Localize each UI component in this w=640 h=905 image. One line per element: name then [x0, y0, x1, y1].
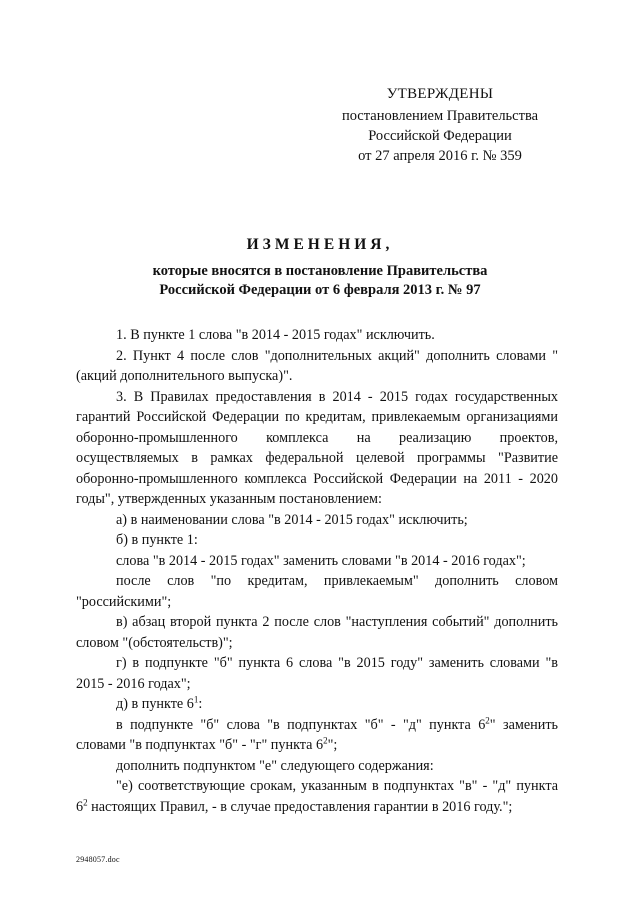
paragraph-4: а) в наименовании слова "в 2014 - 2015 годах" исключить;	[116, 511, 468, 528]
paragraph-3: 3. В Правилах предоставления в 2014 - 2015 годах государственных гарантий Российской Федерации по кредитам, привлекаемым организациями оборонно-промышленного комплекса на реализацию проектов, осуществляемых в рамках федеральной целевой программы "Развитие оборонно-промышленного комплекса Российской Федерации на 2011 - 2020 годы", утвержденных указанным постановлением:	[76, 388, 558, 507]
document-body	[76, 325, 558, 817]
paragraph-13	[76, 776, 558, 817]
subtitle-line-2: Российской Федерации от 6 февраля 2013 г. № 97	[159, 282, 481, 298]
paragraph-5: б) в пункте 1:	[116, 532, 198, 548]
paragraph-13-text-b: настоящих Правил, - в случае предоставления гарантии в 2016 году.";	[87, 798, 513, 815]
paragraph-7: после слов "по кредитам, привлекаемым" дополнить словом "российскими";	[76, 573, 558, 610]
document-title: ИЗМЕНЕНИЯ,	[246, 236, 394, 253]
paragraph-10-text: д) в пункте 6	[116, 696, 194, 712]
paragraph-10-tail: :	[198, 696, 203, 712]
paragraph-2: 2. Пункт 4 после слов "дополнительных акций" дополнить словами "(акций дополнительного выпуска)".	[76, 347, 558, 384]
paragraph-13-text-a: "е) соответствующие срокам, указанным в подпунктах "в" - "д" пункта 6	[76, 778, 558, 815]
paragraph-11-text-a: в подпункте "б" слова "в подпунктах "б" - "д" пункта 6	[116, 716, 486, 733]
approval-stamp	[320, 84, 560, 166]
approval-line-2: Российской Федерации	[368, 128, 512, 144]
paragraph-1: 1. В пункте 1 слова "в 2014 - 2015 годах" исключить.	[116, 327, 435, 343]
superscript: 2	[485, 714, 490, 725]
document-subtitle	[0, 262, 640, 300]
superscript: 2	[323, 735, 328, 746]
approval-heading: УТВЕРЖДЕНЫ	[386, 86, 494, 102]
paragraph-12: дополнить подпунктом "е" следующего содержания:	[116, 757, 434, 774]
superscript: 1	[193, 694, 199, 705]
paragraph-11-text-c: ";	[327, 737, 338, 753]
paragraph-9: г) в подпункте "б" пункта 6 слова "в 2015 году" заменить словами "в 2015 - 2016 годах";	[76, 655, 558, 692]
approval-line-3: от 27 апреля 2016 г. № 359	[358, 148, 522, 164]
paragraph-11-text-b: " заменить словами "в подпунктах "б" - "г" пункта 6	[76, 716, 558, 753]
paragraph-8: в) абзац второй пункта 2 после слов "наступления событий" дополнить словом "(обстоятельств)";	[76, 614, 558, 651]
paragraph-11	[76, 715, 558, 756]
paragraph-10	[76, 694, 558, 715]
superscript: 2	[83, 796, 88, 807]
approval-line-1: постановлением Правительства	[341, 108, 539, 124]
file-name-footer: 2948057.doc	[76, 855, 120, 864]
paragraph-6: слова "в 2014 - 2015 годах" заменить словами "в 2014 - 2016 годах";	[116, 552, 526, 569]
subtitle-line-1: которые вносятся в постановление Правительства	[152, 263, 488, 279]
